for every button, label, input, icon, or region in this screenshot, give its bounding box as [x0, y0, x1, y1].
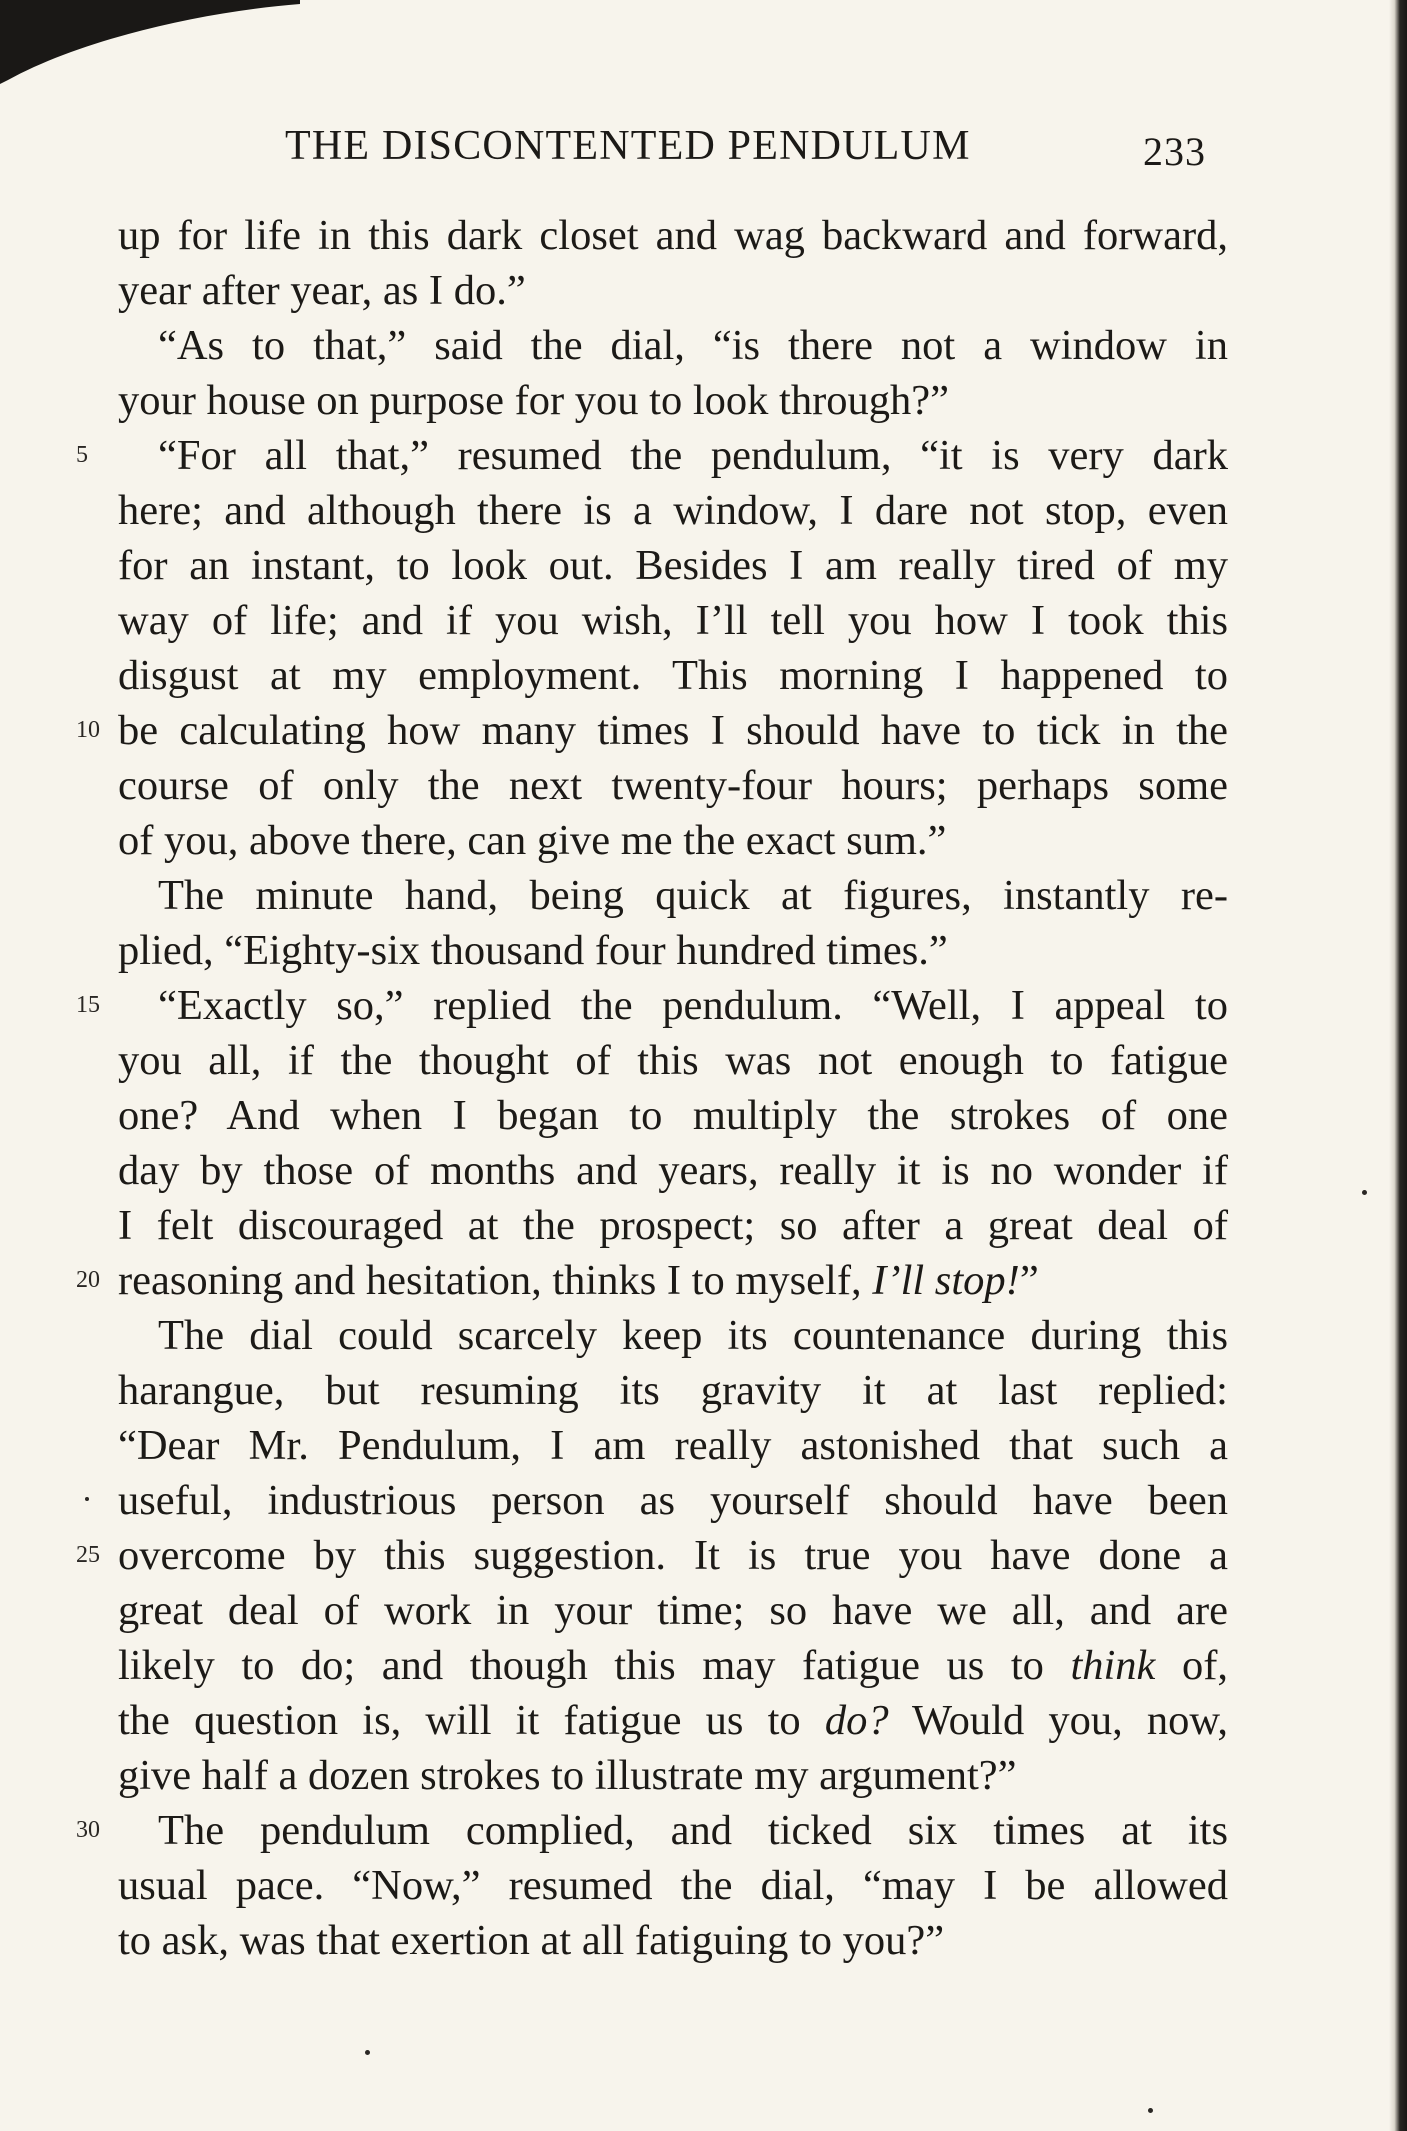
italic-text: I’ll stop!: [872, 1257, 1020, 1304]
line-text: year after year, as I do.”: [118, 267, 526, 314]
line-number: 25: [76, 1542, 100, 1568]
line-text: one? And when I began to multiply the strokes of one: [118, 1092, 1228, 1139]
line-text: I felt discouraged at the prospect; so after a great deal of: [118, 1202, 1228, 1249]
text-line: [118, 923, 1228, 978]
line-text: to ask, was that exertion at all fatiguing to you?”: [118, 1917, 945, 1964]
line-text: usual pace. “Now,” resumed the dial, “may I be allowed: [118, 1862, 1228, 1909]
text-line: [118, 868, 1228, 923]
page-edge-shadow: [1389, 0, 1407, 2131]
line-text: the question is, will it fatigue us to: [118, 1697, 825, 1744]
italic-text: do?: [824, 1697, 889, 1744]
text-line: [118, 648, 1228, 703]
text-line: [118, 208, 1228, 263]
line-text: “As to that,” said the dial, “is there not a window in: [158, 322, 1228, 369]
text-line: [118, 1473, 1228, 1528]
text-line: [118, 1308, 1228, 1363]
text-line: [76, 1803, 1228, 1858]
text-line: [118, 813, 1228, 868]
line-text-tail: of,: [1155, 1642, 1228, 1689]
text-line: [76, 1528, 1228, 1583]
text-line: [118, 373, 1228, 428]
line-text: disgust at my employment. This morning I happened to: [118, 652, 1228, 699]
text-line: [118, 1693, 1228, 1748]
text-line: [118, 1088, 1228, 1143]
text-line: [76, 978, 1228, 1033]
line-text: “Dear Mr. Pendulum, I am really astonished that such a: [118, 1422, 1228, 1469]
line-text: great deal of work in your time; so have we all, and are: [118, 1587, 1228, 1634]
line-text: up for life in this dark closet and wag backward and forward,: [118, 212, 1228, 259]
text-line: [118, 1198, 1228, 1253]
text-line: [118, 1748, 1228, 1803]
line-text: overcome by this suggestion. It is true you have done a: [118, 1532, 1228, 1579]
line-text: useful, industrious person as yourself should have been: [118, 1477, 1228, 1524]
text-line: [76, 703, 1228, 758]
text-line: [118, 1638, 1228, 1693]
page-title: THE DISCONTENTED PENDULUM: [285, 123, 971, 169]
text-line: [118, 263, 1228, 318]
line-text: course of only the next twenty-four hours; perhaps some: [118, 762, 1228, 809]
text-line: [118, 483, 1228, 538]
line-text: “For all that,” resumed the pendulum, “it is very dark: [158, 432, 1228, 479]
line-number: 30: [76, 1817, 100, 1843]
text-line: [76, 1253, 1228, 1308]
text-line: [118, 593, 1228, 648]
text-line: [118, 538, 1228, 593]
running-header: [0, 122, 1407, 182]
corner-ink-mark: [0, 0, 320, 100]
line-text: The minute hand, being quick at figures, instantly re-: [158, 872, 1228, 919]
line-number: 10: [76, 717, 100, 743]
line-text: way of life; and if you wish, I’ll tell you how I took this: [118, 597, 1228, 644]
line-text: The dial could scarcely keep its countenance during this: [158, 1312, 1228, 1359]
line-text: The pendulum complied, and ticked six times at its: [158, 1807, 1228, 1854]
line-text: plied, “Eighty-six thousand four hundred times.”: [118, 927, 948, 974]
line-text: here; and although there is a window, I dare not stop, even: [118, 487, 1228, 534]
line-text: be calculating how many times I should have to tick in the: [118, 707, 1228, 754]
line-text: “Exactly so,” replied the pendulum. “Well, I appeal to: [158, 982, 1228, 1029]
line-text-tail: Would you, now,: [888, 1697, 1228, 1744]
text-line: [118, 1143, 1228, 1198]
line-text: give half a dozen strokes to illustrate my argument?”: [118, 1752, 1017, 1799]
line-text: your house on purpose for you to look through?”: [118, 377, 949, 424]
text-line: [118, 1418, 1228, 1473]
line-number: 15: [76, 992, 100, 1018]
text-line: [118, 1363, 1228, 1418]
text-line: [118, 1858, 1228, 1913]
body-text: [76, 208, 1228, 1968]
line-text: likely to do; and though this may fatigue us to: [118, 1642, 1071, 1689]
text-line: [118, 1033, 1228, 1088]
line-number: 20: [76, 1267, 100, 1293]
italic-text: think: [1070, 1642, 1156, 1689]
line-text: you all, if the thought of this was not enough to fatigue: [118, 1037, 1228, 1084]
text-line: [118, 758, 1228, 813]
text-line: [76, 428, 1228, 483]
line-text: harangue, but resuming its gravity it at last replied:: [118, 1367, 1228, 1414]
line-text-tail: ”: [1019, 1257, 1039, 1304]
text-line: [118, 1913, 1228, 1968]
line-number: 5: [76, 442, 88, 468]
page-number: 233: [1143, 129, 1206, 174]
line-text: day by those of months and years, really it is no wonder if: [118, 1147, 1228, 1194]
line-text: reasoning and hesitation, thinks I to myself,: [118, 1257, 873, 1304]
text-line: [118, 318, 1228, 373]
line-text: for an instant, to look out. Besides I am really tired of my: [118, 542, 1228, 589]
text-line: [118, 1583, 1228, 1638]
line-text: of you, above there, can give me the exact sum.”: [118, 817, 947, 864]
